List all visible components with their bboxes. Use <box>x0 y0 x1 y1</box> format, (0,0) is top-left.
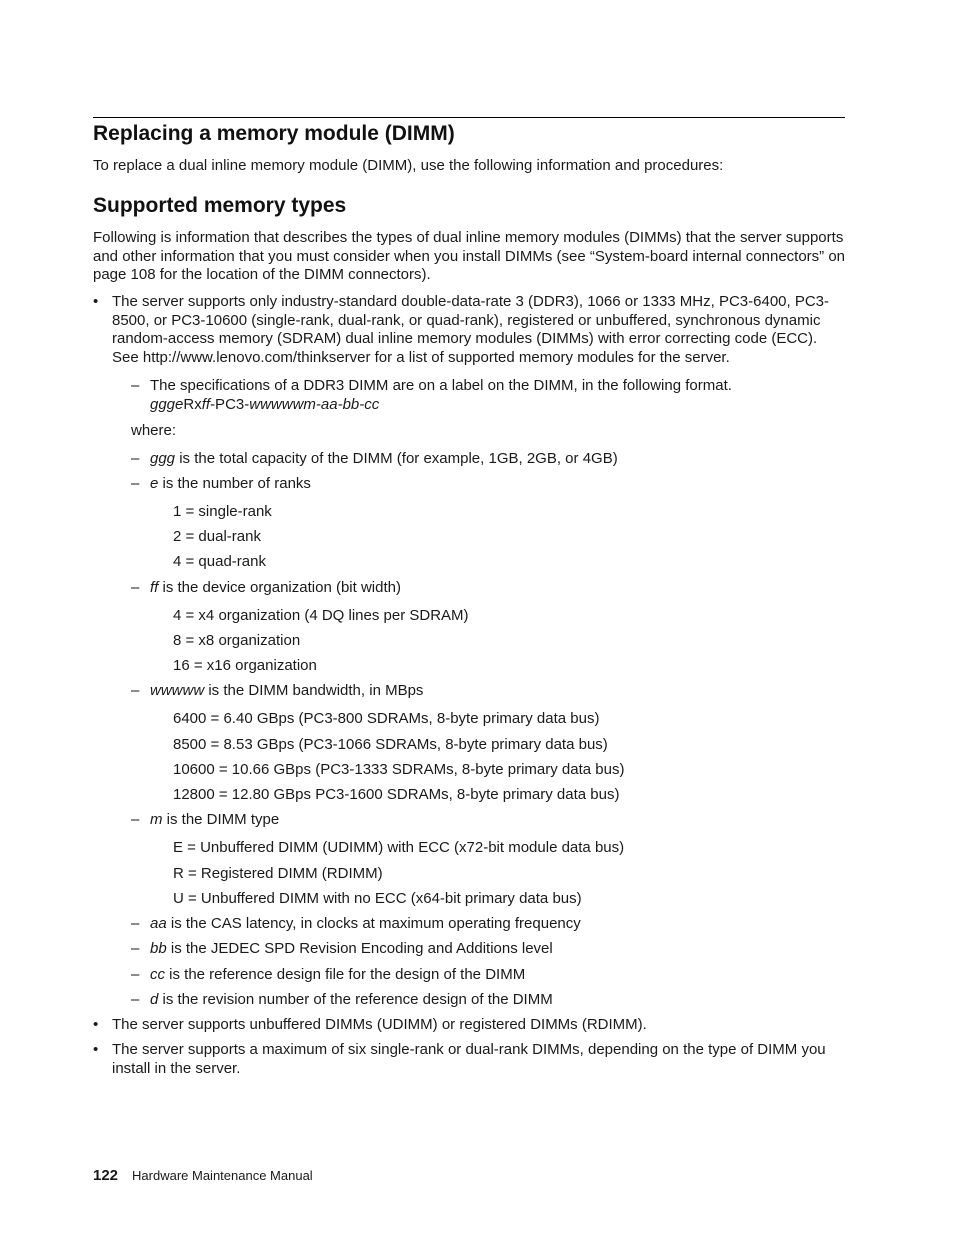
value-line: U = Unbuffered DIMM with no ECC (x64-bit primary data bus) <box>173 890 582 907</box>
dash-glyph: – <box>131 966 140 983</box>
term-desc: is the DIMM bandwidth, in MBps <box>204 682 424 699</box>
heading-supported-memory-types: Supported memory types <box>93 194 347 217</box>
dash-glyph: – <box>131 475 140 492</box>
term-desc: is the revision number of the reference design of the DIMM <box>158 991 553 1008</box>
term-desc: is the DIMM type <box>162 811 280 828</box>
term-name: m <box>150 811 163 828</box>
bullet-glyph: • <box>93 293 99 310</box>
spec-line: The specifications of a DDR3 DIMM are on a label on the DIMM, in the following format. <box>150 377 732 394</box>
value-line: 1 = single-rank <box>173 503 272 520</box>
value-line: 12800 = 12.80 GBps PC3-1600 SDRAMs, 8-byte primary data bus) <box>173 786 620 803</box>
bullet-text: The server supports a maximum of six single-rank or dual-rank DIMMs, depending on the type of DIMM you install in the server. <box>112 1041 826 1077</box>
term-name: cc <box>150 966 165 983</box>
term-name: e <box>150 475 159 492</box>
dash-glyph: – <box>131 377 140 394</box>
dash-glyph: – <box>131 940 140 957</box>
value-line: 10600 = 10.66 GBps (PC3-1333 SDRAMs, 8-byte primary data bus) <box>173 761 625 778</box>
spec-text <box>150 377 845 414</box>
page-footer <box>93 1167 313 1186</box>
term-name: wwwww <box>150 682 205 699</box>
top-rule <box>93 117 845 118</box>
bullet-glyph: • <box>93 1041 99 1058</box>
page-number: 122 <box>93 1167 119 1184</box>
term-desc: is the JEDEC SPD Revision Encoding and Additions level <box>166 940 553 957</box>
dash-glyph: – <box>131 811 140 828</box>
value-line: E = Unbuffered DIMM (UDIMM) with ECC (x72-bit module data bus) <box>173 839 625 856</box>
value-line: 6400 = 6.40 GBps (PC3-800 SDRAMs, 8-byte primary data bus) <box>173 710 600 727</box>
term-name: aa <box>150 915 167 932</box>
term-name: ff <box>150 579 159 596</box>
term-desc: is the device organization (bit width) <box>158 579 401 596</box>
bullet-glyph: • <box>93 1016 99 1033</box>
value-line: 2 = dual-rank <box>173 528 261 545</box>
value-line: 4 = x4 organization (4 DQ lines per SDRAM) <box>173 607 469 624</box>
value-line: R = Registered DIMM (RDIMM) <box>173 865 383 882</box>
intro-text: To replace a dual inline memory module (DIMM), use the following information and procedures: <box>93 157 724 174</box>
term-desc: is the total capacity of the DIMM (for example, 1GB, 2GB, or 4GB) <box>175 450 618 467</box>
term-name: bb <box>150 940 167 957</box>
value-line: 8500 = 8.53 GBps (PC3-1066 SDRAMs, 8-byte primary data bus) <box>173 736 608 753</box>
term-desc: is the CAS latency, in clocks at maximum operating frequency <box>166 915 581 932</box>
term-name: ggg <box>150 450 176 467</box>
value-line: 4 = quad-rank <box>173 553 266 570</box>
value-line: 16 = x16 organization <box>173 657 317 674</box>
dash-glyph: – <box>131 682 140 699</box>
term-desc: is the number of ranks <box>158 475 311 492</box>
dash-glyph: – <box>131 991 140 1008</box>
bullet-text: The server supports only industry-standard double-data-rate 3 (DDR3), 1066 or 1333 MHz, PC3-6400, PC3-8500, or PC3-10600 (single-rank, dual-rank, or quad-rank), registered or unbuffered, synchronous dynamic random-access memory (SDRAM) dual inline memory modules (DIMMs) with error correcting code (ECC). See http://www.lenovo.com/thinkserver for a list of supported memory modules for the server. <box>112 293 830 366</box>
heading-replacing-memory-module: Replacing a memory module (DIMM) <box>93 122 455 145</box>
dash-glyph: – <box>131 579 140 596</box>
bullet-text: The server supports unbuffered DIMMs (UDIMM) or registered DIMMs (RDIMM). <box>112 1016 647 1033</box>
format-string: gggeRxff-PC3-wwwwwm-aa-bb-cc <box>150 395 380 413</box>
manual-title: Hardware Maintenance Manual <box>132 1168 313 1183</box>
value-line: 8 = x8 organization <box>173 632 301 649</box>
term-name: d <box>150 991 159 1008</box>
term-desc: is the reference design file for the design of the DIMM <box>165 966 526 983</box>
where-label: where: <box>131 422 177 439</box>
dash-glyph: – <box>131 915 140 932</box>
page <box>93 0 845 1235</box>
description-paragraph: Following is information that describes the types of dual inline memory modules (DIMMs) that the server supports and other information that you must consider when you install DIMMs (see “System-board internal connectors” on page 108 for the location of the DIMM connectors). <box>93 229 846 283</box>
dash-glyph: – <box>131 450 140 467</box>
